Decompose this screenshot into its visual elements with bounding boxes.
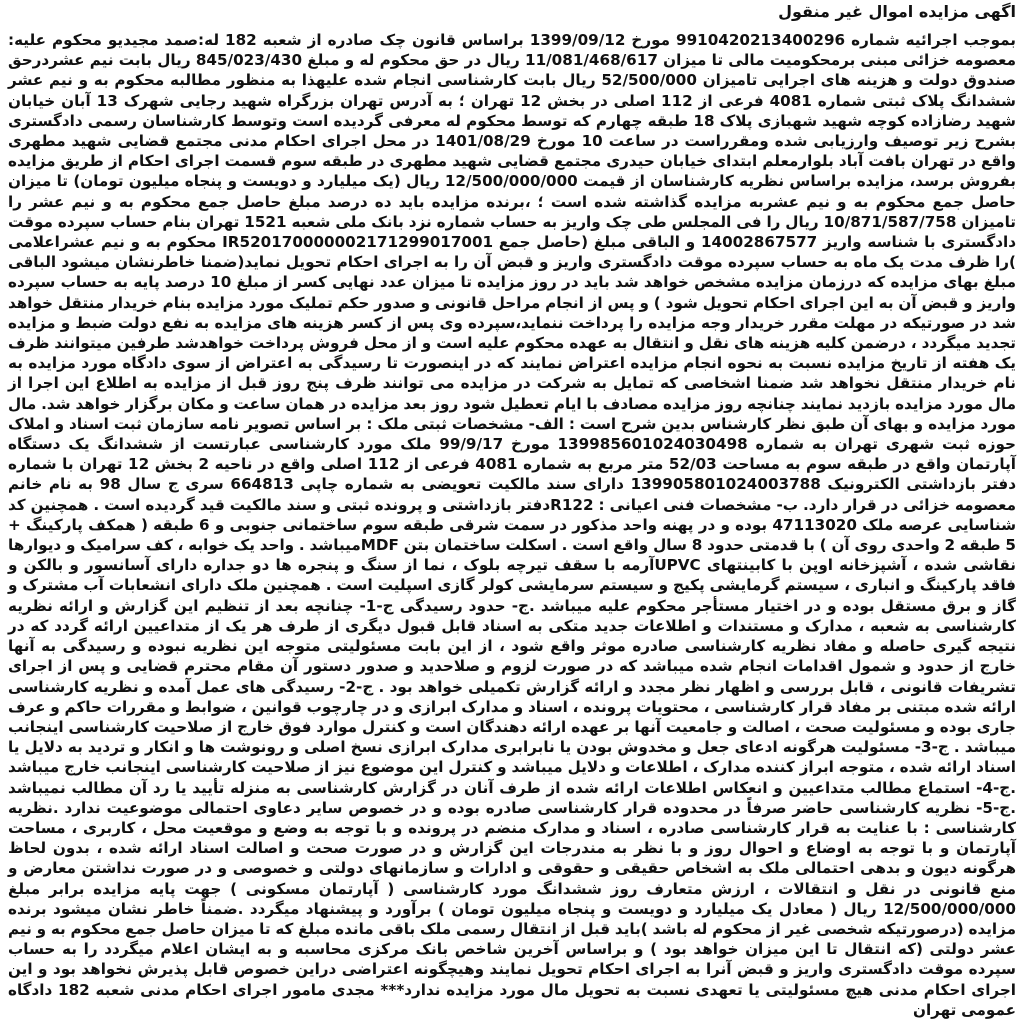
notice-paragraph: بموجب اجرائیه شماره 9910420213400296 مورخ 1399/09/12 براساس قانون چک صادره از شعبه 182 له:صمد مجیدیو محکوم علیه: معصومه خزائی مبنی برمحکومیت مالی تا میزان 11/081/468/617 ریال در حق محکوم له و مبلغ 845/023/430 ریال بابت نیم عشردرحق صندوق دولت و هزینه های اجرایی تامیزان 52/500/000 ریال بابت کارشناسی انجام شده علیهذا به منظور مطالبه محکوم به و نیم عشر ششدانگ پلاک ثبتی شماره 4081 فرعی از 112 اصلی در بخش 12 تهران ؛ به آدرس تهران بزرگراه شهید رجایی شهرک 13 آبان خیابان شهید رضازاده کوچه شهید شهبازی پلاک 18 طبقه چهارم که توسط محکوم له معرفی گردیده است وتوسط کارشناسان رسمی دادگستری بشرح زیر توصیف وارزیابی شده ومقرراست در ساعت 10 مورخ 1401/08/29 در محل اجرای احکام مدنی مجتمع قضایی شهید مطهری واقع در تهران بافت آباد بلوارمعلم ابتدای خیابان حیدری مجتمع قضایی شهید مطهری در طبقه سوم قسمت اجرای احکام از طریق مزایده بفروش برسد، مزایده براساس نظریه کارشناسان از قیمت 12/500/000/000 ریال (یک میلیارد و دویست و پنجاه میلیون تومان) تا میزان حاصل جمع محکوم به و نیم عشربه مزایده گذاشته شده است ؛ ،برنده مزایده باید ده درصد مبلغ حاصل جمع محکوم به و نیم عشر را تامیزان 10/871/587/758 ریال را فی المجلس طی چک واریز به حساب شماره نزد بانک ملی شعبه 1521 تهران بنام حساب سپرده موقت دادگستری با شناسه واریز 14002867577 و الباقی مبلغ (حاصل جمع IR520170000002171299017001 محکوم به و نیم عشراعلامی )را ظرف مدت یک ماه به حساب سپرده موقت دادگستری واریز و قبض آن را به اجرای احکام تحویل نماید(ضمنا خاطرنشان میشود الباقی مبلغ بهای مزایده که درزمان مزایده مشخص خواهد شد باید در روز مزایده تا میزان عدد نهایی کسر از مبلغ 10 درصد پایه به حساب سپرده واریز و قبض آن به این اجرای احکام تحویل شود ) و پس از انجام مراحل قانونی و صدور حکم تملیک مورد مزایده بنام خریدار منتقل خواهد شد در صورتیکه در مهلت مقرر خریدار وجه مزایده را پرداخت ننماید،سپرده وی پس از کسر هزینه های مزایده به نفع دولت ضبط و مزایده تجدید میگردد ، درضمن کلیه هزینه های نقل و انتقال به عهده محکوم علیه است و از محل فروش پرداخت خواهدشد طرفین میتوانند ظرف یک هفته از تاریخ مزایده نسبت به نحوه انجام مزایده اعتراض نمایند که در اینصورت تا رسیدگی به اعتراض از سوی دادگاه مورد مزایده به نام خریدار منتقل نخواهد شد ضمنا اشخاصی که تمایل به شرکت در مزایده می توانند ظرف پنج روز قبل از مزایده به اطلاع این اجرا از مال مورد مزایده بازدید نمایند چنانچه روز مزایده مصادف با ایام تعطیل شود روز بعد مزایده در همان ساعت و مکان برگزار خواهد شد. مال مورد مزایده و بهای آن طبق نظر کارشناس بدین شرح است : الف- مشخصات ثبتی ملک : بر اساس تصویر نامه سازمان ثبت اسناد و املاک حوزه ثبت شهری تهران به شماره 139985601024030498 مورخ 99/9/17 ملک مورد کارشناسی عبارتست از ششدانگ یک دستگاه آپارتمان واقع در طبقه سوم به مساحت 52/03 متر مربع به شماره 4081 فرعی از 112 اصلی واقع در ناحیه 2 بخش 12 تهران با شماره دفتر بازداشتی الکترونیک 139905801024003788 دارای سند مالکیت تعویضی به شماره چاپی 664813 سری ج سال 98 به نام خانم معصومه خزائی در قرار دارد. ب- مشخصات فنی اعیانی : R122دفتر بازداشتی و پرونده ثبتی و سند مالکیت قید گردیده است . همچنین کد شناسایی عرصه ملک 47113020 بوده و در پهنه واحد مذکور در سمت شرقی طبقه سوم ساختمانی جنوبی و 6 طبقه ( همکف پارکینگ + 5 طبقه 2 واحدی روی آن ) با قدمتی حدود 8 سال واقع است . اسکلت ساختمان بتن MDFمیباشد . واحد یک خوابه ، کف سرامیک و دیوارها نقاشی شده ، آشپزخانه اوپن با کابینتهای UPVCآرمه با سقف تیرچه بلوک ، نما از سنگ و پنجره ها دو جداره دارای آسانسور و بالکن و فاقد پارکینگ و انباری ، سیستم گرمایشی پکیج و سیستم سرمایشی کولر گازی اسپلیت است . همچنین ملک دارای انشعابات آب مشترک و گاز و برق مستقل بوده و در اختیار مستأجر محکوم علیه میباشد .ج- حدود رسیدگی ج-1- چنانچه بعد از تنظیم این گزارش و ارائه نظریه کارشناسی به شعبه ، مدارک و مستندات و اطلاعات جدید متکی به اسناد قابل قبول دیگری از طرف هر یک از متداعیین ارائه گردد که در نتیجه گیری حاصله و مفاد نظریه کارشناسی صادره موثر واقع شود ، از این بابت مسئولیتی متوجه این نظریه نبوده و رسیدگی به آنها خارج از حدود و شمول اقدامات انجام شده میباشد که در صورت لزوم و صلاحدید و صدور دستور آن مقام محترم قضایی و پس از اجرای تشریفات قانونی ، قابل بررسی و اظهار نظر مجدد و ارائه گزارش تکمیلی خواهد بود . ج-2- رسیدگی های عمل آمده و نظریه کارشناسی ارائه شده مبتنی بر مفاد قرار کارشناسی ، محتویات پرونده ، اسناد و مدارک ابرازی و در چارچوب قوانین ، ضوابط و مقررات حاکم و عرف جاری بوده و مسئولیت صحت ، اصالت و جامعیت آنها بر عهده ارائه دهندگان است و کنترل موارد فوق خارج از صلاحیت کارشناسی اینجانب میباشد . ج-3- مسئولیت هرگونه ادعای جعل و مخدوش بودن یا نابرابری مدارک ابرازی نسخ اصلی و رونوشت ها و انکار و تردید به دلایل یا اسناد ارائه شده ، متوجه ابراز کننده مدارک ، اطلاعات و دلایل میباشد و کنترل این موضوع نیز از صلاحیت کارشناسی اینجانب خارج میباشد .ج-4- استماع مطالب متداعیین و انعکاس اطلاعات ارائه شده از طرف آنان در گزارش کارشناسی به منزله تأیید یا رد آن مطالب نمیباشد .ج-5- نظریه کارشناسی حاضر صرفاً در محدوده قرار کارشناسی صادره بوده و در خصوص سایر دعاوی احتمالی موضوعیت ندارد .نظریه کارشناسی : با عنایت به قرار کارشناسی صادره ، اسناد و مدارک منضم در پرونده و با توجه به وضع و موقعیت محل ، کاربری ، مساحت آپارتمان و با توجه به اوضاع و احوال روز و با نظر به مندرجات این گزارش و در صورت صحت و اصالت اسناد ارائه شده ، بدون لحاظ هرگونه دیون و بدهی احتمالی ملک به اشخاص حقیقی و حقوقی و ادارات و سازمانهای دولتی و خصوصی و در صورت نداشتن معارض و منع قانونی در نقل و انتقالات ، ارزش متعارف روز ششدانگ مورد کارشناسی ( آپارتمان مسکونی ) جهت پایه مزایده برابر مبلغ 12/500/000/000 ریال ( معادل یک میلیارد و دویست و پنجاه میلیون تومان ) برآورد و پیشنهاد میگردد .ضمناً خاطر نشان میشود برنده مزایده (درصورتیکه شخصی غیر از محکوم له باشد )باید قبل از انتقال رسمی ملک باقی مانده مبلغ که تا میزان حاصل جمع محکوم به و نیم عشر دولتی (که انتقال تا این میزان خواهد بود ) و براساس آخرین شاخص بانک مرکزی محاسبه و به ایشان اعلام میگردد را به حساب سپرده موقت دادگستری واریز و قبض آنرا به اجرای احکام تحویل نمایند وهیچگونه اعتراضی دراین خصوص قابل پذیرش نخواهد بود و این اجرای احکام مدنی هیچ مسئولیتی یا تعهدی نسبت به تحویل مال مورد مزایده ندارد*** مجدی مامور اجرای احکام مدنی شعبه 182 دادگاه عمومی تهران (8, 31, 1017, 1019)
notice-title: اگهی مزایده اموال غیر منقول (778, 2, 1016, 21)
notice-body (8, 30, 1016, 1020)
